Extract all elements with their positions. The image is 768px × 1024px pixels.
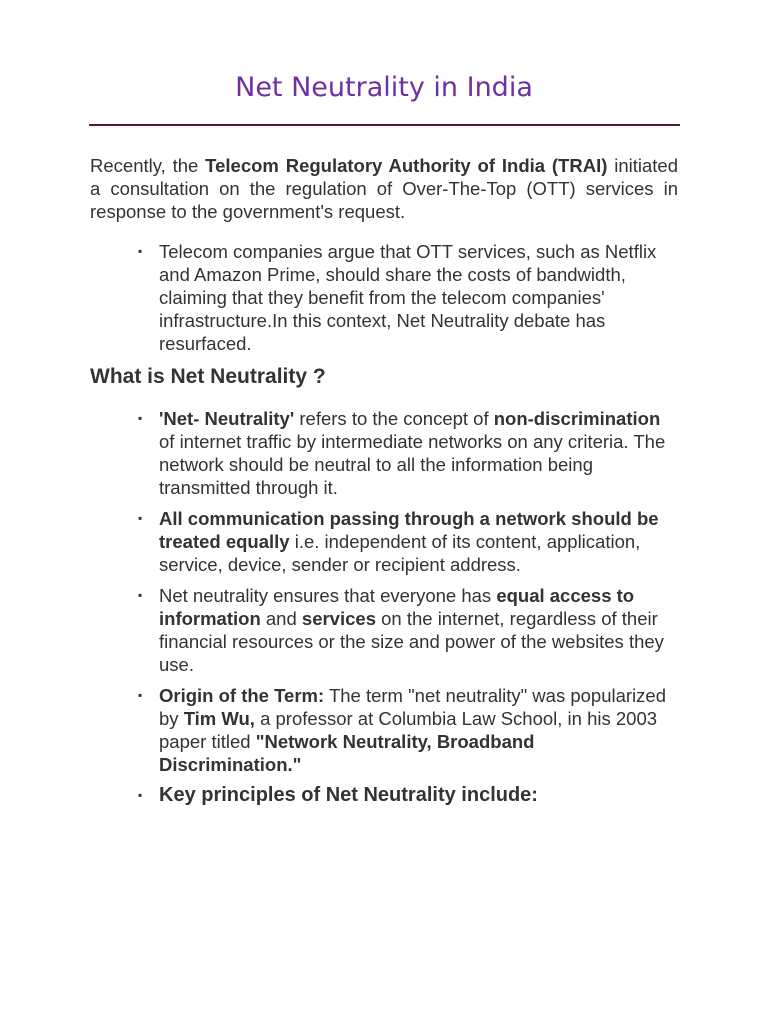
bullet-icon: ▪ [138, 588, 143, 602]
list-item [90, 240, 680, 355]
intro-text-1: Recently, the [90, 155, 206, 176]
bullet-icon: ▪ [138, 411, 143, 425]
bold-term: 'Net- Neutrality' [159, 408, 295, 429]
title-divider [89, 124, 680, 126]
bold-term: Tim Wu, [183, 708, 255, 729]
definition-bullet-list [90, 407, 680, 815]
section-heading: What is Net Neutrality ? [90, 365, 326, 388]
bullet-icon: ▪ [138, 244, 143, 258]
key-principles-heading: Key principles of Net Neutrality include: [159, 784, 538, 806]
bullet-icon: ▪ [138, 788, 143, 802]
bold-term: All communication passing through a network should be treated equally [159, 508, 659, 552]
list-item [90, 584, 680, 676]
bullet-icon: ▪ [138, 688, 143, 702]
bold-term: non-discrimination [493, 408, 661, 429]
bold-term: equal access to information [159, 585, 635, 629]
bullet-text: of internet traffic by intermediate networks on any criteria. The network should be neutral to all the information being transmitted through it. [159, 431, 666, 498]
list-item [90, 407, 680, 499]
intro-bold-trai: Telecom Regulatory Authority of India (TRAI) [205, 155, 608, 176]
bullet-text: and [260, 608, 302, 629]
bullet-text: i.e. independent of its content, application, service, device, sender or recipient address. [159, 531, 641, 575]
bullet-text: on the internet, regardless of their financial resources or the size and power of the websites they use. [159, 608, 664, 675]
bold-term: "Network Neutrality, Broadband Discrimination." [159, 731, 535, 775]
bullet-text: a professor at Columbia Law School, in his 2003 paper titled [159, 708, 658, 752]
bold-term: Origin of the Term: [159, 685, 325, 706]
bold-term: services [301, 608, 376, 629]
bullet-text: Net neutrality ensures that everyone has [159, 585, 497, 606]
list-item [90, 507, 680, 576]
bullet-icon: ▪ [138, 511, 143, 525]
bullet-text: refers to the concept of [294, 408, 494, 429]
page-title: Net Neutrality in India [235, 72, 533, 103]
bullet-text: The term "net neutrality" was popularized by [159, 685, 666, 729]
intro-text-2: initiated a consultation on the regulation of Over-The-Top (OTT) services in response to the government's request. [90, 155, 679, 222]
intro-bullet-list [90, 240, 680, 355]
list-item [90, 684, 680, 776]
intro-paragraph [90, 154, 678, 223]
bullet-text: Telecom companies argue that OTT services, such as Netflix and Amazon Prime, should share the costs of bandwidth, claiming that they benefit from the telecom companies' infrastructure.In this context, Net Neutrality debate has resurfaced. [159, 241, 657, 354]
list-item [90, 784, 680, 807]
